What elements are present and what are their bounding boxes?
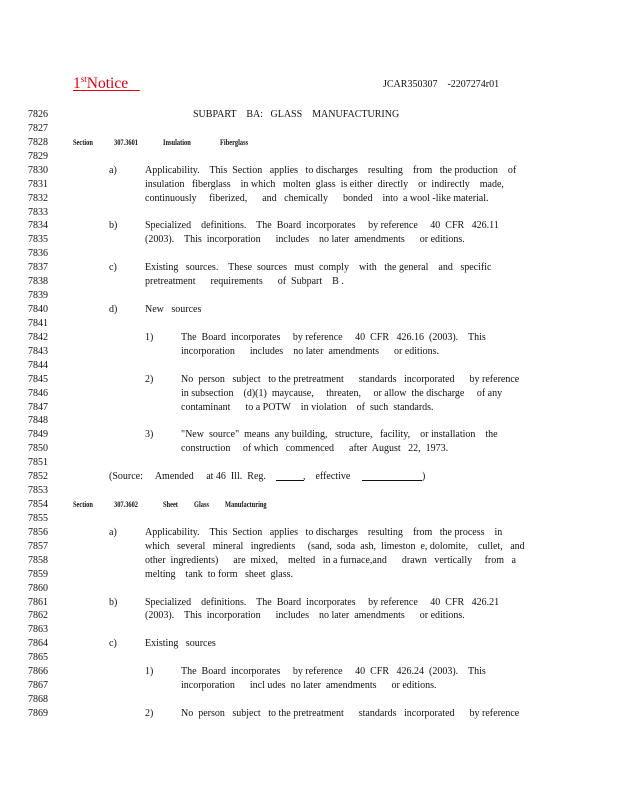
line-number: 7842 bbox=[28, 331, 48, 343]
line-number: 7831 bbox=[28, 178, 48, 190]
line-text: contaminant to a POTW in violation of such standards. bbox=[181, 401, 434, 413]
line-7857 bbox=[0, 540, 618, 554]
line-text: (Source: Amended at 46 Ill. Reg. bbox=[109, 471, 266, 483]
line-text: Applicability. This Section applies to discharges resulting from the production of bbox=[145, 164, 517, 176]
line-number: 7862 bbox=[28, 610, 48, 622]
line-text: 1) bbox=[145, 666, 154, 678]
line-number: 7830 bbox=[28, 164, 48, 176]
line-text: 3) bbox=[145, 429, 154, 441]
line-number: 7848 bbox=[28, 415, 48, 427]
line-7847 bbox=[0, 401, 618, 415]
line-7844 bbox=[0, 359, 618, 373]
line-number: 7847 bbox=[28, 401, 48, 413]
line-number: 7838 bbox=[28, 276, 48, 288]
line-7865 bbox=[0, 651, 618, 665]
line-text: , effective bbox=[303, 471, 351, 483]
line-text: b) bbox=[109, 596, 118, 608]
line-7858 bbox=[0, 554, 618, 568]
line-number: 7859 bbox=[28, 568, 48, 580]
line-7856 bbox=[0, 526, 618, 540]
notice-heading bbox=[73, 74, 140, 93]
blank-underline bbox=[276, 470, 304, 481]
line-text: The Board incorporates by reference 40 CFR 426.16 (2003). This bbox=[181, 331, 486, 343]
line-7839 bbox=[0, 289, 618, 303]
line-number: 7866 bbox=[28, 666, 48, 678]
line-7841 bbox=[0, 317, 618, 331]
line-number: 7839 bbox=[28, 290, 48, 302]
line-text: 2) bbox=[145, 707, 154, 719]
section-heading-text: Sheet bbox=[163, 500, 178, 510]
line-7863 bbox=[0, 623, 618, 637]
line-text: 1) bbox=[145, 331, 154, 343]
line-text: incorporation includes no later amendments or editions. bbox=[181, 345, 439, 357]
line-7832 bbox=[0, 192, 618, 206]
line-number: 7837 bbox=[28, 262, 48, 274]
line-text: b) bbox=[109, 220, 118, 232]
line-number: 7856 bbox=[28, 526, 48, 538]
line-text: "New source" means any building, structure, facility, or installation the bbox=[181, 429, 498, 441]
line-number: 7857 bbox=[28, 540, 48, 552]
line-7837 bbox=[0, 261, 618, 275]
line-text: other ingredients) are mixed, melted in a furnace,and drawn vertically from a bbox=[145, 554, 516, 566]
line-text: pretreatment requirements of Subpart B . bbox=[145, 276, 344, 288]
line-7855 bbox=[0, 512, 618, 526]
line-text: Existing sources. These sources must comply with the general and specific bbox=[145, 262, 492, 274]
blank-underline bbox=[362, 470, 422, 481]
line-7834 bbox=[0, 219, 618, 233]
line-number: 7829 bbox=[28, 150, 48, 162]
line-text: Specialized definitions. The Board incorporates by reference 40 CFR 426.21 bbox=[145, 596, 500, 608]
line-7831 bbox=[0, 178, 618, 192]
line-number: 7868 bbox=[28, 694, 48, 706]
line-number: 7863 bbox=[28, 624, 48, 636]
line-number: 7832 bbox=[28, 192, 48, 204]
line-text: SUBPART BA: GLASS MANUFACTURING bbox=[193, 109, 400, 120]
line-text: melting tank to form sheet glass. bbox=[145, 568, 294, 580]
line-number: 7833 bbox=[28, 206, 48, 218]
line-7860 bbox=[0, 582, 618, 596]
line-number: 7854 bbox=[28, 499, 48, 511]
line-text: in subsection (d)(1) maycause, threaten, or allow the discharge of any bbox=[181, 387, 503, 399]
line-7827 bbox=[0, 122, 618, 136]
line-text: No person subject to the pretreatment standards incorporated by reference bbox=[181, 373, 520, 385]
line-number: 7836 bbox=[28, 248, 48, 260]
section-heading-text: Insulation bbox=[163, 137, 191, 147]
line-number: 7850 bbox=[28, 443, 48, 455]
section-heading-text: Section bbox=[73, 137, 93, 147]
line-number: 7858 bbox=[28, 554, 48, 566]
line-number: 7841 bbox=[28, 317, 48, 329]
line-text: New sources bbox=[145, 304, 202, 316]
line-7866 bbox=[0, 665, 618, 679]
line-7835 bbox=[0, 233, 618, 247]
line-number: 7864 bbox=[28, 638, 48, 650]
section-heading-text: 307.3602 bbox=[114, 500, 138, 510]
line-number: 7861 bbox=[28, 596, 48, 608]
line-number: 7851 bbox=[28, 457, 48, 469]
line-7850 bbox=[0, 442, 618, 456]
line-7862 bbox=[0, 609, 618, 623]
line-number: 7835 bbox=[28, 234, 48, 246]
line-number: 7834 bbox=[28, 220, 48, 232]
line-7851 bbox=[0, 456, 618, 470]
line-text: construction of which commenced after August 22, 1973. bbox=[181, 443, 449, 455]
line-7852 bbox=[0, 470, 618, 484]
line-number: 7865 bbox=[28, 652, 48, 664]
line-text: a) bbox=[109, 164, 117, 176]
line-7826 bbox=[0, 108, 618, 122]
line-number: 7853 bbox=[28, 485, 48, 497]
line-number: 7840 bbox=[28, 304, 48, 316]
line-7861 bbox=[0, 596, 618, 610]
section-heading-text: Glass bbox=[194, 500, 209, 510]
line-7859 bbox=[0, 568, 618, 582]
line-7849 bbox=[0, 428, 618, 442]
line-7867 bbox=[0, 679, 618, 693]
line-7838 bbox=[0, 275, 618, 289]
line-7854 bbox=[0, 498, 618, 512]
line-text: a) bbox=[109, 526, 117, 538]
document-code: JCAR350307 -2207274r01 bbox=[383, 79, 500, 90]
line-7833 bbox=[0, 206, 618, 220]
line-text: continuously fiberized, and chemically bonded into a wool -like material. bbox=[145, 192, 489, 204]
line-text: No person subject to the pretreatment standards incorporated by reference bbox=[181, 707, 520, 719]
line-number: 7849 bbox=[28, 429, 48, 441]
line-number: 7826 bbox=[28, 109, 48, 120]
line-7848 bbox=[0, 414, 618, 428]
line-7845 bbox=[0, 373, 618, 387]
line-number: 7843 bbox=[28, 345, 48, 357]
line-7842 bbox=[0, 331, 618, 345]
line-number: 7860 bbox=[28, 582, 48, 594]
line-7830 bbox=[0, 164, 618, 178]
line-text: c) bbox=[109, 638, 117, 650]
line-number: 7846 bbox=[28, 387, 48, 399]
line-text: Applicability. This Section applies to discharges resulting from the process in bbox=[145, 526, 503, 538]
line-7843 bbox=[0, 345, 618, 359]
line-number: 7844 bbox=[28, 359, 48, 371]
line-text: d) bbox=[109, 304, 118, 316]
line-7846 bbox=[0, 387, 618, 401]
line-text: insulation fiberglass in which molten glass is either directly or indirectly made, bbox=[145, 178, 504, 190]
line-number: 7828 bbox=[28, 136, 48, 148]
line-text: The Board incorporates by reference 40 CFR 426.24 (2003). This bbox=[181, 666, 486, 678]
line-7829 bbox=[0, 150, 618, 164]
line-text: incorporation incl udes no later amendments or editions. bbox=[181, 680, 437, 692]
line-number: 7867 bbox=[28, 680, 48, 692]
line-7868 bbox=[0, 693, 618, 707]
line-text: ) bbox=[422, 471, 426, 483]
notice-number: 1 bbox=[73, 75, 81, 93]
line-number: 7827 bbox=[28, 122, 48, 134]
section-heading-text: 307.3601 bbox=[114, 137, 138, 147]
line-number: 7855 bbox=[28, 512, 48, 524]
line-text: Existing sources bbox=[145, 638, 216, 650]
notice-word: Notice bbox=[86, 75, 129, 93]
line-7869 bbox=[0, 707, 618, 721]
line-7840 bbox=[0, 303, 618, 317]
line-number: 7845 bbox=[28, 373, 48, 385]
line-7828 bbox=[0, 136, 618, 150]
line-text: 2) bbox=[145, 373, 154, 385]
line-number: 7852 bbox=[28, 471, 48, 483]
line-text: c) bbox=[109, 262, 117, 274]
line-text: (2003). This incorporation includes no later amendments or editions. bbox=[145, 234, 465, 246]
line-text: which several mineral ingredients (sand, soda ash, limeston e, dolomite, cullet, and bbox=[145, 540, 525, 552]
line-7836 bbox=[0, 247, 618, 261]
line-text: Specialized definitions. The Board incorporates by reference 40 CFR 426.11 bbox=[145, 220, 499, 232]
line-text: (2003). This incorporation includes no later amendments or editions. bbox=[145, 610, 465, 622]
section-heading-text: Manufacturing bbox=[225, 500, 267, 510]
notice-superscript: st bbox=[80, 74, 87, 84]
section-heading-text: Section bbox=[73, 500, 93, 510]
line-7853 bbox=[0, 484, 618, 498]
section-heading-text: Fiberglass bbox=[220, 137, 249, 147]
line-number: 7869 bbox=[28, 707, 48, 719]
line-7864 bbox=[0, 637, 618, 651]
